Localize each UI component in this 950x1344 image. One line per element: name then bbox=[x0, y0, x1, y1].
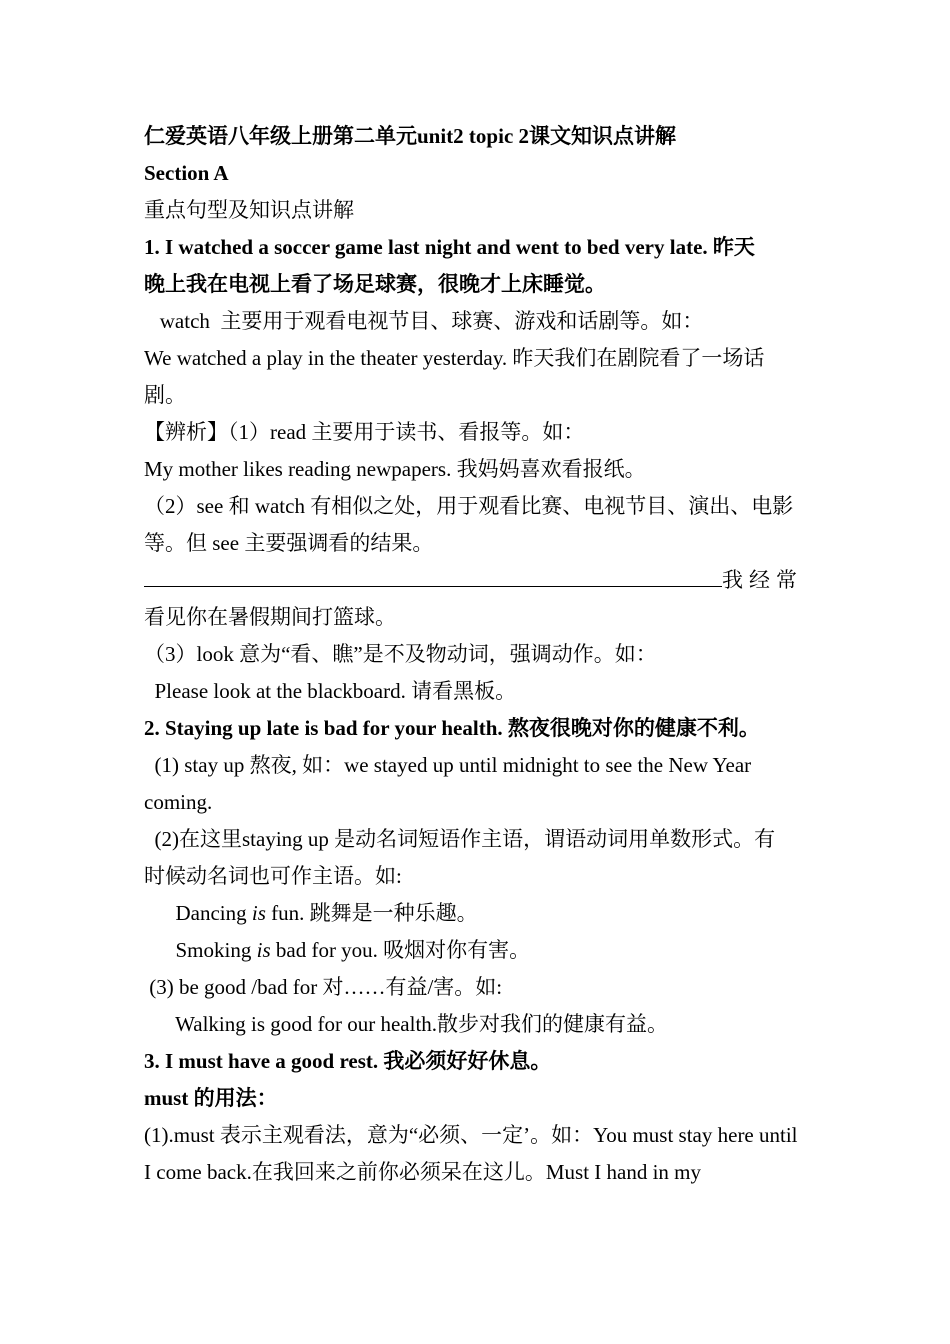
look-example: Please look at the blackboard. 请看黑板。 bbox=[144, 679, 517, 703]
example-text: bad for you. 吸烟对你有害。 bbox=[270, 938, 531, 962]
read-analysis: 【辨析】（1）read 主要用于读书、看报等。如： bbox=[144, 420, 585, 444]
must-usage-heading: must 的用法： bbox=[144, 1086, 278, 1110]
gerund-example-2 bbox=[144, 932, 808, 969]
section-heading: Section A bbox=[144, 161, 229, 185]
stay-up-line-2: coming. bbox=[144, 790, 213, 814]
point-3-heading: 3. I must have a good rest. 我必须好好休息。 bbox=[144, 1049, 552, 1073]
point-1-heading-line-1: 1. I watched a soccer game last night and went to bed very late. 昨天 bbox=[144, 235, 755, 259]
blank-sentence-continuation: 看见你在暑假期间打篮球。 bbox=[144, 605, 396, 629]
point-2-heading: 2. Staying up late is bad for your health. 熬夜很晚对你的健康不利。 bbox=[144, 716, 760, 740]
look-analysis: （3）look 意为“看、瞧”是不及物动词，强调动作。如： bbox=[144, 642, 657, 666]
gerund-example-1 bbox=[144, 895, 808, 932]
good-bad-for: (3) be good /bad for 对……有益/害。如: bbox=[144, 975, 503, 999]
see-analysis-line-1: （2）see 和 watch 有相似之处，用于观看比赛、电视节目、演出、电影 bbox=[144, 494, 794, 518]
see-analysis-line-2: 等。但 see 主要强调看的结果。 bbox=[144, 531, 434, 555]
example-verb: is bbox=[256, 938, 271, 962]
gerund-subject-line-1: (2)在这里staying up 是动名词短语作主语，谓语动词用单数形式。有 bbox=[144, 827, 776, 851]
fill-blank-line bbox=[144, 562, 808, 599]
read-example: My mother likes reading newpapers. 我妈妈喜欢看报纸。 bbox=[144, 457, 646, 481]
example-text: fun. 跳舞是一种乐趣。 bbox=[265, 901, 478, 925]
watch-usage: watch 主要用于观看电视节目、球赛、游戏和话剧等。如： bbox=[144, 309, 704, 333]
must-usage-line-1: (1).must 表示主观看法，意为“必须、一定’。如：You must stay here until bbox=[144, 1123, 798, 1147]
watch-example-line-2: 剧。 bbox=[144, 383, 186, 407]
example-verb: is bbox=[251, 901, 266, 925]
point-1-heading-line-2: 晚上我在电视上看了场足球赛，很晚才上床睡觉。 bbox=[144, 272, 606, 296]
subheading: 重点句型及知识点讲解 bbox=[144, 198, 354, 222]
answer-blank bbox=[144, 562, 722, 587]
document-page bbox=[144, 118, 808, 1191]
gerund-subject-line-2: 时候动名词也可作主语。如: bbox=[144, 864, 402, 888]
stay-up-line-1: (1) stay up 熬夜, 如：we stayed up until midnight to see the New Year bbox=[144, 753, 752, 777]
watch-example-line-1: We watched a play in the theater yesterday. 昨天我们在剧院看了一场话 bbox=[144, 346, 765, 370]
doc-title: 仁爱英语八年级上册第二单元unit2 topic 2课文知识点讲解 bbox=[144, 124, 677, 148]
example-text: Smoking bbox=[144, 938, 257, 962]
example-text: Dancing bbox=[144, 901, 252, 925]
must-usage-line-2: I come back.在我回来之前你必须呆在这儿。Must I hand in my bbox=[144, 1160, 702, 1184]
good-bad-for-example: Walking is good for our health.散步对我们的健康有益。 bbox=[144, 1012, 669, 1036]
blank-tail-text: 我经常 bbox=[722, 568, 803, 592]
